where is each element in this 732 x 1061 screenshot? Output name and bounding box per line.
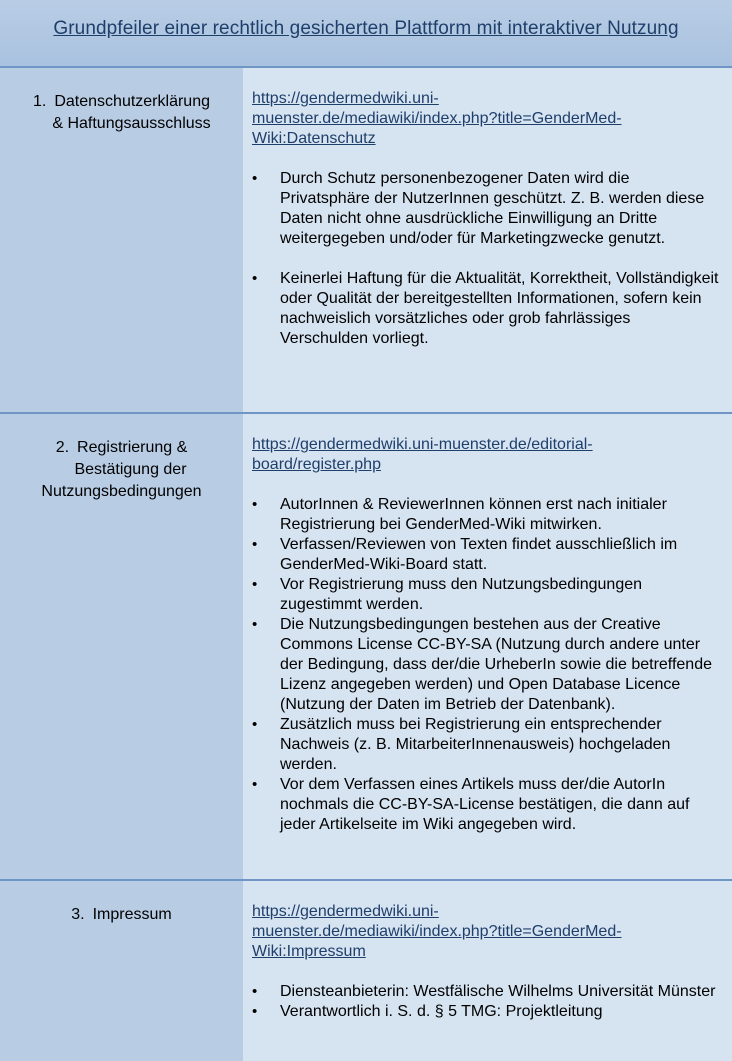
section-label (0, 414, 243, 879)
link-line: Wiki:Datenschutz (252, 130, 376, 147)
link-line: board/register.php (252, 456, 381, 473)
section-number: 2. (55, 439, 70, 456)
section-number: 1. (33, 93, 47, 110)
section-number: 3. (71, 906, 85, 923)
list-item: • Vor Registrierung muss den Nutzungsbedingungen zugestimmt werden. (252, 575, 720, 615)
section-label (0, 881, 243, 1061)
datenschutz-link[interactable] (252, 89, 720, 149)
register-link[interactable] (252, 435, 720, 475)
section-content (243, 414, 732, 879)
link-line: muenster.de/mediawiki/index.php?title=GenderMed- (252, 110, 622, 127)
bullet-list (252, 169, 720, 349)
section-label-line: Nutzungsbedingungen (41, 483, 202, 500)
link-line: https://gendermedwiki.uni- (252, 903, 439, 920)
bullet-list (252, 982, 720, 1022)
list-item: • Diensteanbieterin: Westfälische Wilhelms Universität Münster (252, 982, 720, 1002)
list-item: • Die Nutzungsbedingungen bestehen aus der Creative Commons License CC-BY-SA (Nutzung durch andere unter der Bedingung, dass der/die UrheberIn sowie die betreffende Lizenz angegeben werden) und Open Database Licence (Nutzung der Daten im Betrieb der Datenbank). (252, 615, 720, 715)
page-title: Grundpfeiler einer rechtlich gesicherten Plattform mit interaktiver Nutzung (53, 18, 679, 39)
list-item: • Durch Schutz personenbezogener Daten wird die Privatsphäre der NutzerInnen geschützt. Z. B. werden diese Daten nicht ohne ausdrückliche Einwilligung an Dritte weitergegeben und/oder für Marketingzwecke genutzt. (252, 169, 720, 249)
list-item: • AutorInnen & ReviewerInnen können erst nach initialer Registrierung bei GenderMed-Wiki mitwirken. (252, 495, 720, 535)
section-content (243, 881, 732, 1061)
list-item: • Vor dem Verfassen eines Artikels muss der/die AutorIn nochmals die CC-BY-SA-License bestätigen, die dann auf jeder Artikelseite im Wiki angegeben wird. (252, 775, 720, 835)
list-item: • Zusätzlich muss bei Registrierung ein entsprechender Nachweis (z. B. MitarbeiterInnenausweis) hochgeladen werden. (252, 715, 720, 775)
section-label (0, 68, 243, 412)
link-line: https://gendermedwiki.uni-muenster.de/editorial- (252, 436, 593, 453)
section-datenschutz (0, 68, 732, 414)
link-line: muenster.de/mediawiki/index.php?title=GenderMed- (252, 923, 622, 940)
section-label-line: Registrierung & (77, 439, 188, 456)
list-item: • Keinerlei Haftung für die Aktualität, Korrektheit, Vollständigkeit oder Qualität der bereitgestellten Informationen, sofern kein nachweislich vorsätzliches oder grob fahrlässiges Verschulden vorliegt. (252, 269, 720, 349)
header (0, 0, 732, 68)
link-line: https://gendermedwiki.uni- (252, 90, 439, 107)
section-label-line: Datenschutzerklärung (54, 93, 210, 110)
section-impressum (0, 881, 732, 1061)
list-item: • Verfassen/Reviewen von Texten findet ausschließlich im GenderMed-Wiki-Board statt. (252, 535, 720, 575)
section-label-line: Impressum (92, 906, 172, 923)
section-label-line: & Haftungsausschluss (52, 115, 211, 132)
bullet-list (252, 495, 720, 835)
section-content (243, 68, 732, 412)
section-registrierung (0, 414, 732, 881)
impressum-link[interactable] (252, 902, 720, 962)
list-item: • Verantwortlich i. S. d. § 5 TMG: Projektleitung (252, 1002, 720, 1022)
section-label-line: Bestätigung der (74, 461, 187, 478)
link-line: Wiki:Impressum (252, 943, 366, 960)
